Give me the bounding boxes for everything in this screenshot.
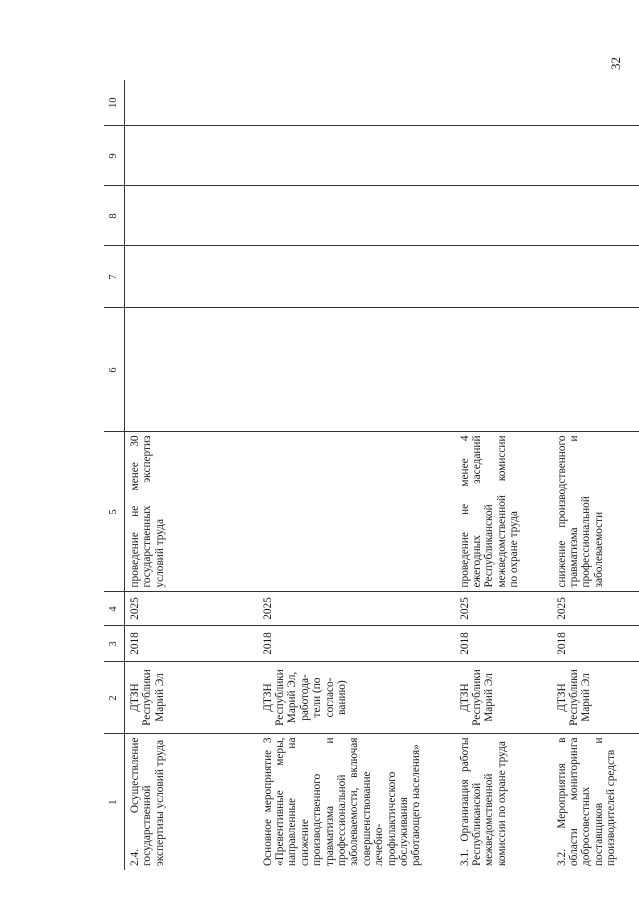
end-year-cell: 2025 bbox=[459, 592, 556, 626]
start-year-cell: 2018 bbox=[459, 626, 556, 662]
measure-name-cell: Основное мероприятие 3 «Превентивные меры, направленные на снижение производственного травматизма и профессиональной заболеваемости, включая совершенствование лечебно-профилактического обслуживания работающего населения» bbox=[261, 737, 423, 866]
empty-cell bbox=[125, 126, 262, 186]
column-header: 10 bbox=[104, 80, 125, 126]
start-year-cell: 2018 bbox=[125, 626, 262, 662]
expected-result-cell: проведение не менее 4 ежегодных заседаний Республиканской межведомственной комиссии по охране труда bbox=[459, 432, 556, 592]
empty-cell bbox=[556, 80, 639, 126]
measure-name-cell: 3.1. Организация работы Республиканской межведомственной комиссии по охране труда bbox=[458, 737, 508, 866]
measures-table bbox=[104, 80, 639, 870]
column-header: 5 bbox=[104, 432, 125, 592]
measure-name-cell: 3.2. Мероприятия в области мониторинга добросовестных поставщиков и производителей средств bbox=[555, 737, 618, 866]
executor-cell: ДТЗН Республики Марий Эл bbox=[556, 662, 639, 734]
table-row bbox=[459, 80, 556, 870]
empty-cell bbox=[556, 308, 639, 432]
executor-cell: ДТЗН Республики Марий Эл, работода-тели (по согласо-ванию) bbox=[262, 662, 459, 734]
empty-cell bbox=[262, 80, 459, 126]
expected-result-cell: проведение не менее 30 государственных экспертиз условий труда bbox=[125, 432, 262, 592]
empty-cell bbox=[125, 186, 262, 246]
column-header: 1 bbox=[104, 734, 125, 870]
empty-cell bbox=[125, 80, 262, 126]
column-header: 8 bbox=[104, 186, 125, 246]
column-header: 7 bbox=[104, 246, 125, 308]
empty-cell bbox=[262, 246, 459, 308]
empty-cell bbox=[556, 246, 639, 308]
start-year-cell: 2018 bbox=[262, 626, 459, 662]
empty-cell bbox=[262, 126, 459, 186]
column-header: 3 bbox=[104, 626, 125, 662]
start-year-cell: 2018 bbox=[556, 626, 639, 662]
end-year-cell: 2025 bbox=[556, 592, 639, 626]
empty-cell bbox=[556, 126, 639, 186]
empty-cell bbox=[459, 308, 556, 432]
column-header: 6 bbox=[104, 308, 125, 432]
table-row bbox=[125, 80, 262, 870]
column-header: 4 bbox=[104, 592, 125, 626]
page-number: 32 bbox=[608, 57, 623, 70]
column-header: 2 bbox=[104, 662, 125, 734]
column-header: 9 bbox=[104, 126, 125, 186]
end-year-cell: 2025 bbox=[262, 592, 459, 626]
expected-result-cell bbox=[262, 432, 459, 592]
empty-cell bbox=[556, 186, 639, 246]
table-header-row bbox=[104, 80, 125, 870]
empty-cell bbox=[459, 186, 556, 246]
executor-cell: ДТЗН Республики Марий Эл bbox=[125, 662, 262, 734]
measure-name-cell: 2.4. Осуществление государственной экспертизы условий труда bbox=[129, 737, 166, 866]
empty-cell bbox=[459, 80, 556, 126]
empty-cell bbox=[459, 246, 556, 308]
empty-cell bbox=[262, 186, 459, 246]
empty-cell bbox=[125, 308, 262, 432]
expected-result-cell: снижение производственного травматизма и профессиональной заболеваемости bbox=[556, 432, 639, 592]
empty-cell bbox=[459, 126, 556, 186]
end-year-cell: 2025 bbox=[125, 592, 262, 626]
table-row bbox=[262, 80, 459, 870]
empty-cell bbox=[125, 246, 262, 308]
empty-cell bbox=[262, 308, 459, 432]
executor-cell: ДТЗН Республики Марий Эл bbox=[459, 662, 556, 734]
table-row bbox=[556, 80, 639, 870]
